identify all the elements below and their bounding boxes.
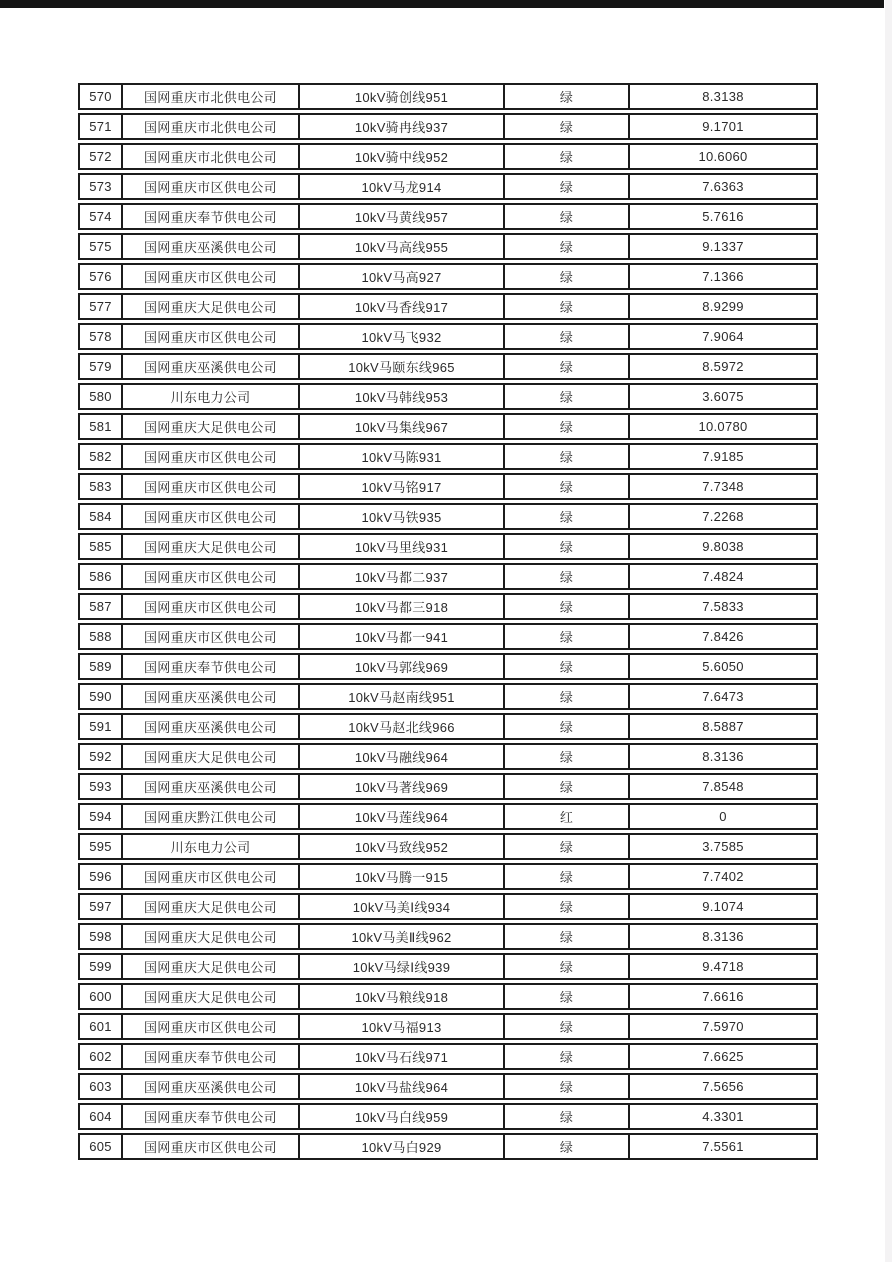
cell-row-number: 596 xyxy=(78,863,123,890)
cell-line-name: 10kV马美Ⅱ线962 xyxy=(300,923,505,950)
cell-company-name: 国网重庆奉节供电公司 xyxy=(123,203,300,230)
cell-row-number: 598 xyxy=(78,923,123,950)
cell-line-name: 10kV马黄线957 xyxy=(300,203,505,230)
table-row xyxy=(78,953,818,980)
cell-line-name: 10kV马白线959 xyxy=(300,1103,505,1130)
cell-status-color: 绿 xyxy=(505,923,630,950)
cell-value: 7.8426 xyxy=(630,623,818,650)
cell-company-name: 国网重庆市北供电公司 xyxy=(123,83,300,110)
cell-company-name: 国网重庆市北供电公司 xyxy=(123,113,300,140)
right-edge-strip xyxy=(885,0,892,1262)
table-row xyxy=(78,863,818,890)
cell-value: 7.7402 xyxy=(630,863,818,890)
cell-line-name: 10kV马飞932 xyxy=(300,323,505,350)
cell-status-color: 绿 xyxy=(505,743,630,770)
cell-company-name: 国网重庆市区供电公司 xyxy=(123,173,300,200)
cell-company-name: 川东电力公司 xyxy=(123,383,300,410)
table-row xyxy=(78,833,818,860)
cell-status-color: 绿 xyxy=(505,893,630,920)
cell-line-name: 10kV马都一941 xyxy=(300,623,505,650)
table-row xyxy=(78,263,818,290)
cell-company-name: 国网重庆大足供电公司 xyxy=(123,293,300,320)
table-body xyxy=(78,83,818,1160)
cell-value: 8.3136 xyxy=(630,743,818,770)
table-row xyxy=(78,893,818,920)
cell-value: 3.6075 xyxy=(630,383,818,410)
cell-status-color: 绿 xyxy=(505,593,630,620)
cell-line-name: 10kV马美Ⅰ线934 xyxy=(300,893,505,920)
cell-value: 8.9299 xyxy=(630,293,818,320)
cell-company-name: 国网重庆大足供电公司 xyxy=(123,413,300,440)
table-row xyxy=(78,623,818,650)
table-row xyxy=(78,503,818,530)
table-row xyxy=(78,443,818,470)
cell-row-number: 592 xyxy=(78,743,123,770)
cell-line-name: 10kV马高927 xyxy=(300,263,505,290)
cell-status-color: 绿 xyxy=(505,263,630,290)
cell-company-name: 川东电力公司 xyxy=(123,833,300,860)
table-row xyxy=(78,593,818,620)
cell-row-number: 594 xyxy=(78,803,123,830)
cell-line-name: 10kV马莲线964 xyxy=(300,803,505,830)
cell-value: 7.1366 xyxy=(630,263,818,290)
cell-status-color: 绿 xyxy=(505,983,630,1010)
table-row xyxy=(78,803,818,830)
cell-row-number: 575 xyxy=(78,233,123,260)
table-row xyxy=(78,1013,818,1040)
cell-row-number: 601 xyxy=(78,1013,123,1040)
cell-row-number: 578 xyxy=(78,323,123,350)
cell-value: 0 xyxy=(630,803,818,830)
cell-company-name: 国网重庆市区供电公司 xyxy=(123,503,300,530)
cell-line-name: 10kV马赵北线966 xyxy=(300,713,505,740)
cell-company-name: 国网重庆市区供电公司 xyxy=(123,263,300,290)
cell-value: 7.5656 xyxy=(630,1073,818,1100)
cell-value: 9.8038 xyxy=(630,533,818,560)
table-row xyxy=(78,653,818,680)
cell-value: 9.4718 xyxy=(630,953,818,980)
cell-company-name: 国网重庆市区供电公司 xyxy=(123,1013,300,1040)
cell-line-name: 10kV马龙914 xyxy=(300,173,505,200)
cell-value: 10.0780 xyxy=(630,413,818,440)
cell-row-number: 589 xyxy=(78,653,123,680)
cell-row-number: 586 xyxy=(78,563,123,590)
cell-row-number: 581 xyxy=(78,413,123,440)
cell-status-color: 绿 xyxy=(505,533,630,560)
cell-company-name: 国网重庆奉节供电公司 xyxy=(123,653,300,680)
cell-row-number: 577 xyxy=(78,293,123,320)
cell-row-number: 579 xyxy=(78,353,123,380)
cell-line-name: 10kV马香线917 xyxy=(300,293,505,320)
cell-row-number: 593 xyxy=(78,773,123,800)
cell-line-name: 10kV马腾一915 xyxy=(300,863,505,890)
cell-company-name: 国网重庆市区供电公司 xyxy=(123,443,300,470)
cell-line-name: 10kV马赵南线951 xyxy=(300,683,505,710)
cell-value: 7.7348 xyxy=(630,473,818,500)
cell-value: 7.4824 xyxy=(630,563,818,590)
cell-value: 9.1074 xyxy=(630,893,818,920)
cell-value: 5.6050 xyxy=(630,653,818,680)
table-row xyxy=(78,773,818,800)
cell-company-name: 国网重庆大足供电公司 xyxy=(123,983,300,1010)
cell-status-color: 绿 xyxy=(505,683,630,710)
table-row xyxy=(78,1133,818,1160)
cell-status-color: 绿 xyxy=(505,863,630,890)
cell-status-color: 绿 xyxy=(505,1133,630,1160)
cell-row-number: 590 xyxy=(78,683,123,710)
cell-row-number: 602 xyxy=(78,1043,123,1070)
cell-status-color: 绿 xyxy=(505,563,630,590)
cell-line-name: 10kV骑创线951 xyxy=(300,83,505,110)
cell-line-name: 10kV马致线952 xyxy=(300,833,505,860)
cell-status-color: 绿 xyxy=(505,143,630,170)
table-row xyxy=(78,293,818,320)
cell-row-number: 580 xyxy=(78,383,123,410)
cell-value: 4.3301 xyxy=(630,1103,818,1130)
cell-line-name: 10kV马铁935 xyxy=(300,503,505,530)
cell-company-name: 国网重庆市区供电公司 xyxy=(123,593,300,620)
cell-line-name: 10kV马著线969 xyxy=(300,773,505,800)
cell-line-name: 10kV马集线967 xyxy=(300,413,505,440)
table-row xyxy=(78,983,818,1010)
cell-company-name: 国网重庆市区供电公司 xyxy=(123,323,300,350)
table-row xyxy=(78,353,818,380)
cell-company-name: 国网重庆市区供电公司 xyxy=(123,473,300,500)
cell-line-name: 10kV马铭917 xyxy=(300,473,505,500)
cell-status-color: 绿 xyxy=(505,83,630,110)
cell-value: 7.6625 xyxy=(630,1043,818,1070)
cell-value: 7.5561 xyxy=(630,1133,818,1160)
cell-value: 8.5887 xyxy=(630,713,818,740)
cell-line-name: 10kV马盐线964 xyxy=(300,1073,505,1100)
cell-row-number: 571 xyxy=(78,113,123,140)
table-row xyxy=(78,173,818,200)
table-row xyxy=(78,83,818,110)
cell-value: 7.5970 xyxy=(630,1013,818,1040)
cell-row-number: 576 xyxy=(78,263,123,290)
cell-company-name: 国网重庆市区供电公司 xyxy=(123,1133,300,1160)
cell-company-name: 国网重庆大足供电公司 xyxy=(123,533,300,560)
cell-status-color: 绿 xyxy=(505,443,630,470)
cell-company-name: 国网重庆奉节供电公司 xyxy=(123,1043,300,1070)
cell-line-name: 10kV马白929 xyxy=(300,1133,505,1160)
cell-line-name: 10kV马韩线953 xyxy=(300,383,505,410)
cell-row-number: 584 xyxy=(78,503,123,530)
cell-status-color: 绿 xyxy=(505,1103,630,1130)
cell-value: 9.1701 xyxy=(630,113,818,140)
cell-status-color: 绿 xyxy=(505,233,630,260)
cell-row-number: 605 xyxy=(78,1133,123,1160)
cell-status-color: 绿 xyxy=(505,413,630,440)
table-row xyxy=(78,713,818,740)
cell-value: 7.9185 xyxy=(630,443,818,470)
cell-value: 7.2268 xyxy=(630,503,818,530)
cell-status-color: 绿 xyxy=(505,773,630,800)
cell-company-name: 国网重庆大足供电公司 xyxy=(123,953,300,980)
cell-company-name: 国网重庆大足供电公司 xyxy=(123,743,300,770)
cell-status-color: 绿 xyxy=(505,473,630,500)
cell-line-name: 10kV马石线971 xyxy=(300,1043,505,1070)
cell-status-color: 绿 xyxy=(505,1043,630,1070)
cell-company-name: 国网重庆巫溪供电公司 xyxy=(123,233,300,260)
cell-status-color: 绿 xyxy=(505,623,630,650)
cell-row-number: 582 xyxy=(78,443,123,470)
cell-status-color: 绿 xyxy=(505,173,630,200)
cell-company-name: 国网重庆巫溪供电公司 xyxy=(123,713,300,740)
cell-status-color: 绿 xyxy=(505,383,630,410)
table-row xyxy=(78,473,818,500)
cell-value: 5.7616 xyxy=(630,203,818,230)
cell-row-number: 574 xyxy=(78,203,123,230)
cell-line-name: 10kV马粮线918 xyxy=(300,983,505,1010)
table-row xyxy=(78,1103,818,1130)
table-row xyxy=(78,233,818,260)
cell-row-number: 583 xyxy=(78,473,123,500)
cell-company-name: 国网重庆黔江供电公司 xyxy=(123,803,300,830)
cell-company-name: 国网重庆市区供电公司 xyxy=(123,623,300,650)
cell-status-color: 绿 xyxy=(505,503,630,530)
cell-row-number: 603 xyxy=(78,1073,123,1100)
cell-line-name: 10kV马陈931 xyxy=(300,443,505,470)
cell-value: 8.3138 xyxy=(630,83,818,110)
cell-value: 8.3136 xyxy=(630,923,818,950)
table-row xyxy=(78,563,818,590)
power-line-table xyxy=(78,80,818,1163)
cell-value: 7.6473 xyxy=(630,683,818,710)
cell-status-color: 绿 xyxy=(505,353,630,380)
cell-row-number: 600 xyxy=(78,983,123,1010)
table-row xyxy=(78,413,818,440)
cell-company-name: 国网重庆市区供电公司 xyxy=(123,563,300,590)
cell-company-name: 国网重庆巫溪供电公司 xyxy=(123,1073,300,1100)
table-row xyxy=(78,1043,818,1070)
cell-row-number: 599 xyxy=(78,953,123,980)
cell-status-color: 绿 xyxy=(505,1013,630,1040)
table-row xyxy=(78,383,818,410)
cell-status-color: 绿 xyxy=(505,833,630,860)
cell-status-color: 绿 xyxy=(505,323,630,350)
cell-status-color: 绿 xyxy=(505,953,630,980)
cell-status-color: 绿 xyxy=(505,113,630,140)
cell-company-name: 国网重庆大足供电公司 xyxy=(123,893,300,920)
cell-status-color: 绿 xyxy=(505,203,630,230)
cell-line-name: 10kV马颐东线965 xyxy=(300,353,505,380)
table-row xyxy=(78,743,818,770)
cell-value: 7.5833 xyxy=(630,593,818,620)
cell-row-number: 585 xyxy=(78,533,123,560)
cell-company-name: 国网重庆市北供电公司 xyxy=(123,143,300,170)
cell-status-color: 绿 xyxy=(505,653,630,680)
cell-row-number: 604 xyxy=(78,1103,123,1130)
cell-row-number: 587 xyxy=(78,593,123,620)
cell-status-color: 绿 xyxy=(505,713,630,740)
cell-value: 9.1337 xyxy=(630,233,818,260)
cell-line-name: 10kV马福913 xyxy=(300,1013,505,1040)
table-row xyxy=(78,533,818,560)
cell-company-name: 国网重庆巫溪供电公司 xyxy=(123,773,300,800)
cell-row-number: 572 xyxy=(78,143,123,170)
cell-status-color: 红 xyxy=(505,803,630,830)
cell-company-name: 国网重庆大足供电公司 xyxy=(123,923,300,950)
cell-row-number: 597 xyxy=(78,893,123,920)
cell-row-number: 573 xyxy=(78,173,123,200)
cell-line-name: 10kV马都二937 xyxy=(300,563,505,590)
cell-value: 7.6616 xyxy=(630,983,818,1010)
cell-line-name: 10kV马融线964 xyxy=(300,743,505,770)
cell-row-number: 570 xyxy=(78,83,123,110)
cell-company-name: 国网重庆奉节供电公司 xyxy=(123,1103,300,1130)
cell-line-name: 10kV骑中线952 xyxy=(300,143,505,170)
cell-line-name: 10kV马都三918 xyxy=(300,593,505,620)
top-edge-bar xyxy=(0,0,884,8)
cell-row-number: 591 xyxy=(78,713,123,740)
cell-company-name: 国网重庆巫溪供电公司 xyxy=(123,683,300,710)
cell-row-number: 588 xyxy=(78,623,123,650)
cell-status-color: 绿 xyxy=(505,1073,630,1100)
cell-line-name: 10kV马郭线969 xyxy=(300,653,505,680)
table-row xyxy=(78,323,818,350)
table-row xyxy=(78,113,818,140)
table-row xyxy=(78,923,818,950)
cell-company-name: 国网重庆巫溪供电公司 xyxy=(123,353,300,380)
cell-value: 7.9064 xyxy=(630,323,818,350)
table-row xyxy=(78,203,818,230)
table-row xyxy=(78,683,818,710)
cell-line-name: 10kV马里线931 xyxy=(300,533,505,560)
cell-value: 10.6060 xyxy=(630,143,818,170)
cell-line-name: 10kV马高线955 xyxy=(300,233,505,260)
cell-value: 7.6363 xyxy=(630,173,818,200)
cell-line-name: 10kV马绿Ⅰ线939 xyxy=(300,953,505,980)
cell-company-name: 国网重庆市区供电公司 xyxy=(123,863,300,890)
cell-row-number: 595 xyxy=(78,833,123,860)
cell-value: 8.5972 xyxy=(630,353,818,380)
cell-value: 7.8548 xyxy=(630,773,818,800)
cell-status-color: 绿 xyxy=(505,293,630,320)
table-row xyxy=(78,143,818,170)
cell-line-name: 10kV骑冉线937 xyxy=(300,113,505,140)
cell-value: 3.7585 xyxy=(630,833,818,860)
table-row xyxy=(78,1073,818,1100)
